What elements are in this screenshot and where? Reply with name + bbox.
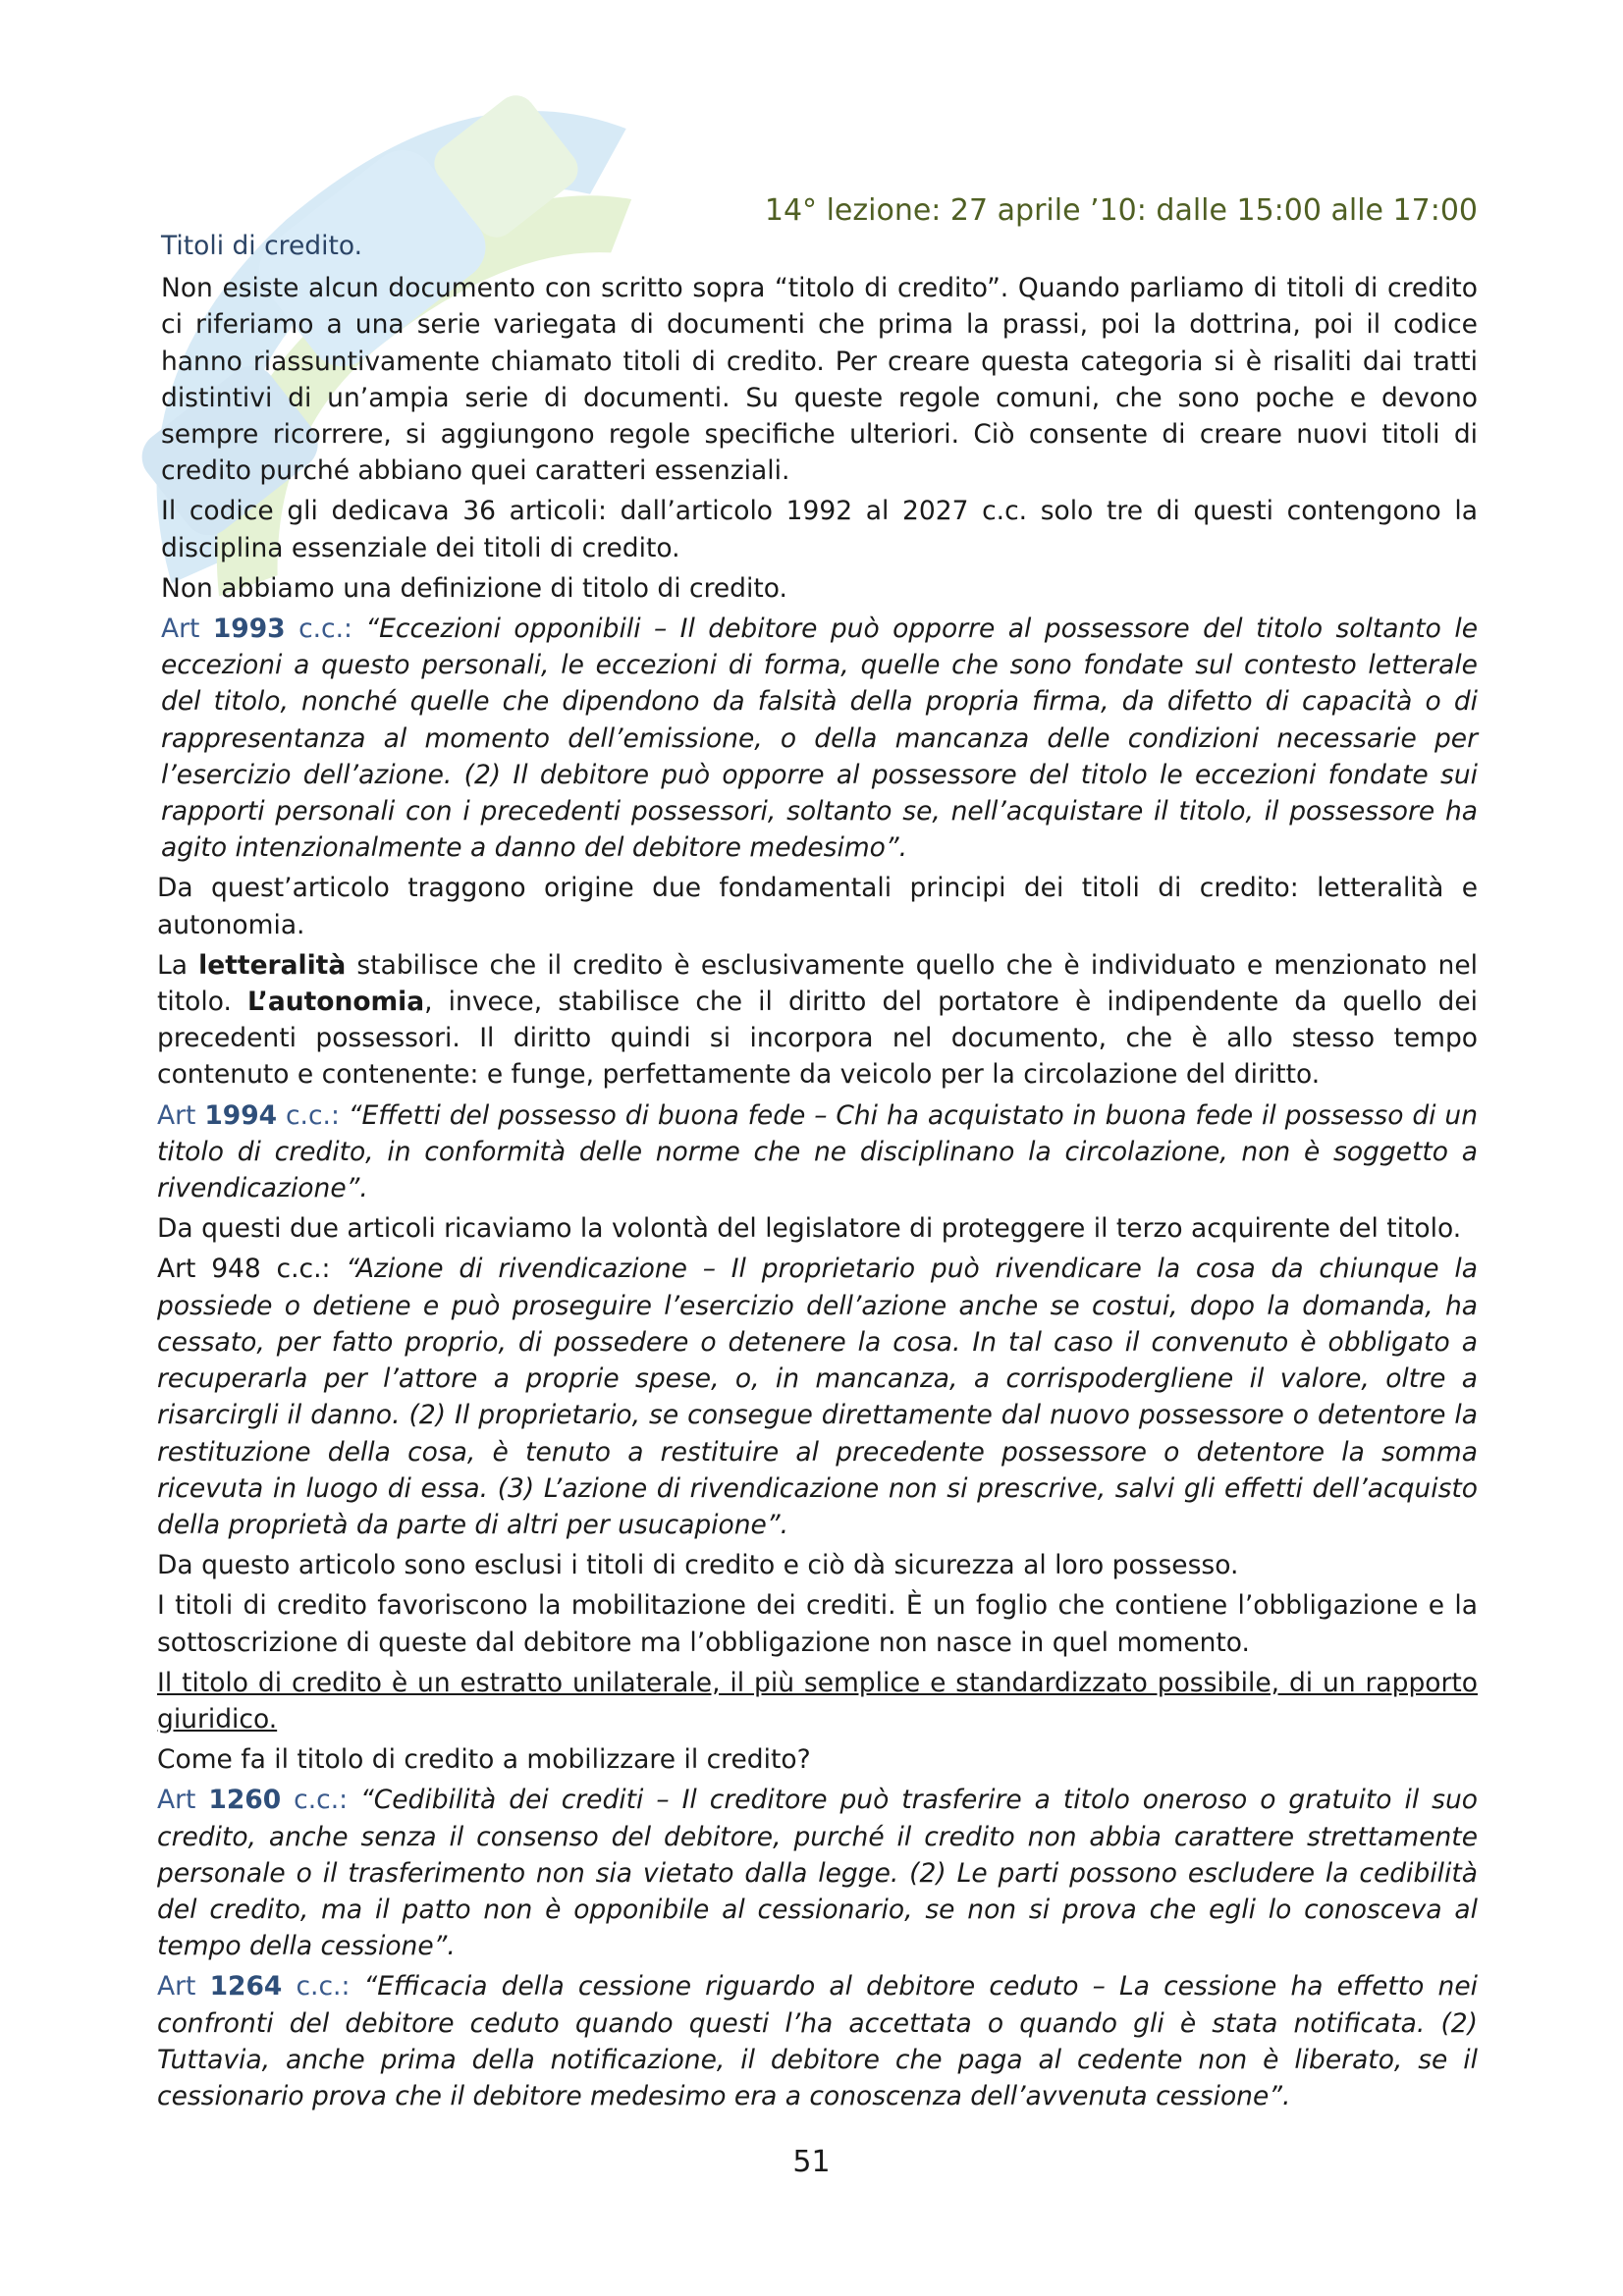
paragraph: Da questi due articoli ricaviamo la volontà del legislatore di proteggere il terzo acquirente del titolo. [157, 1213, 1462, 1245]
article-quote-948 [157, 1251, 1478, 1543]
article-text: “Cedibilità dei crediti – Il creditore può trasferire a titolo oneroso o gratuito il suo credito, anche senza il consenso del debitore, purché il credito non abbia carattere strettamente personale o il trasferimento non sia vietato dalla legge. (2) Le parti possono escludere la cedibilità del credito, ma il patto non è opponibile al cessionario, se non si prova che egli lo conosceva al tempo della cessione”. [157, 1785, 1478, 1962]
term-letteralita: letteralità [198, 949, 347, 981]
paragraph: Da quest’articolo traggono origine due fondamentali principi dei titoli di credito: letteralità e autonomia. [157, 873, 1478, 940]
article-quote-1994 [157, 1097, 1478, 1207]
article-text: “Efficacia della cessione riguardo al debitore ceduto – La cessione ha effetto nei confronti del debitore ceduto quando questi l’ha accettata o quando gli è stata notificata. (2) Tuttavia, anche prima della notificazione, il debitore che paga al cedente non è liberato, se il cessionario prova che il debitore medesimo era a conoscenza dell’avvenuta cessione”. [157, 1971, 1478, 2111]
article-text: “Eccezioni opponibili – Il debitore può opporre al possessore del titolo soltanto le eccezioni a questo personali, le eccezioni di forma, quelle che sono fondate sul contesto letterale del titolo, nonché quelle che dipendono da falsità della propria firma, da difetto di capacità o di rappresentanza al momento dell’emissione, o della mancanza delle condizioni necessarie per l’esercizio dell’azione. (2) Il debitore può opporre al possessore del titolo le eccezioni fondate sui rapporti personali con i precedenti possessori, soltanto se, nell’acquistare il titolo, il possessore ha agito intenzionalmente a danno del debitore medesimo”. [161, 614, 1478, 864]
lecture-header: 14° lezione: 27 aprile ’10: dalle 15:00 alle 17:00 [764, 193, 1478, 228]
article-quote-1264 [157, 1968, 1478, 2114]
page-number: 51 [792, 2145, 831, 2179]
article-ref: Art 1993 c.c.: [161, 614, 352, 645]
document-body [157, 187, 1478, 2118]
paragraph: I titoli di credito favoriscono la mobilitazione dei crediti. È un foglio che contiene l’obbligazione e la sottoscrizione di queste dal debitore ma l’obbligazione non nasce in quel momento. [157, 1590, 1478, 1658]
paragraph: Non abbiamo una definizione di titolo di credito. [161, 572, 787, 604]
paragraph: Come fa il titolo di credito a mobilizzare il credito? [157, 1744, 811, 1776]
article-quote-1993 [157, 611, 1478, 866]
term-autonomia: L’autonomia [247, 987, 425, 1018]
article-ref: Art 1264 c.c.: [157, 1971, 351, 2002]
paragraph: La letteralità stabilisce che il credito è esclusivamente quello che è individuato e menzionato nel titolo. L’autonomia, invece, stabilisce che il diritto del portatore è indipendente da quello dei precedenti possessori. Il diritto quindi si incorpora nel documento, che è allo stesso tempo contenuto e contenente: e funge, perfettamente da veicolo per la circolazione del diritto. [157, 949, 1478, 1091]
article-text: “Effetti del possesso di buona fede – Chi ha acquistato in buona fede il possesso di un titolo di credito, in conformità delle norme che ne disciplinano la circolazione, non è soggetto a rivendicazione”. [157, 1099, 1478, 1204]
paragraph: Il codice gli dedicava 36 articoli: dall’articolo 1992 al 2027 c.c. solo tre di questi contengono la disciplina essenziale dei titoli di credito. [161, 496, 1478, 563]
paragraph-underlined: Il titolo di credito è un estratto unilaterale, il più semplice e standardizzato possibile, di un rapporto giuridico. [157, 1667, 1478, 1735]
paragraph: Da questo articolo sono esclusi i titoli di credito e ciò dà sicurezza al loro possesso. [157, 1550, 1239, 1581]
article-text: “Azione di rivendicazione – Il proprietario può rivendicare la cosa da chiunque la possiede o detiene e può proseguire l’esercizio dell’azione anche se costui, dopo la domanda, ha cessato, per fatto proprio, di possedere o detenere la cosa. In tal caso il convenuto è obbligato a recuperarla per l’attore a proprie spese, o, in mancanza, a corrispodergliene il valore, oltre a risarcirgli il danno. (2) Il proprietario, se consegue direttamente dal nuovo possessore o detentore la restituzione della cosa, è tenuto a restituire al precedente possessore o detentore la somma ricevuta in luogo di essa. (3) L’azione di rivendicazione non si prescrive, salvi gli effetti dell’acquisto della proprietà da parte di altri per usucapione”. [157, 1254, 1478, 1540]
article-quote-1260 [157, 1782, 1478, 1964]
article-ref: Art 1994 c.c.: [157, 1099, 340, 1131]
article-ref: Art 1260 c.c.: [157, 1785, 349, 1816]
article-ref: Art 948 c.c.: [157, 1254, 347, 1285]
section-title: Titoli di credito. [161, 231, 363, 261]
paragraph: Non esiste alcun documento con scritto sopra “titolo di credito”. Quando parliamo di titoli di credito ci riferiamo a una serie variegata di documenti che prima la prassi, poi la dottrina, poi il codice hanno riassuntivamente chiamato titoli di credito. Per creare questa categoria si è risaliti dai tratti distintivi di un’ampia serie di documenti. Su queste regole comuni, che sono poche e devono sempre ricorrere, si aggiungono regole specifiche ulteriori. Ciò consente di creare nuovi titoli di credito purché abbiano quei caratteri essenziali. [161, 273, 1478, 487]
